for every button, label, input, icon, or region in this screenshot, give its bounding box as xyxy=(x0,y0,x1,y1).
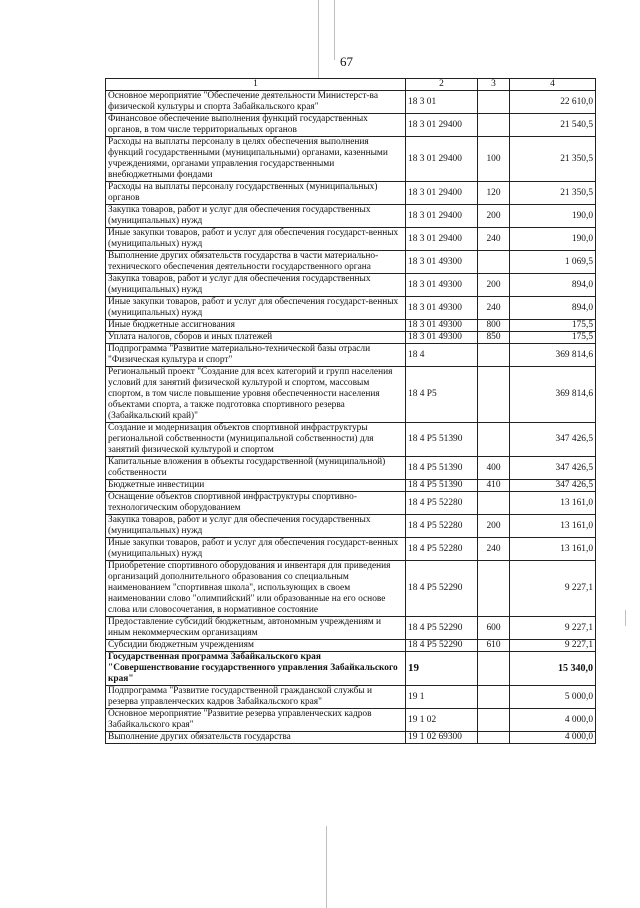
row-amount-cell: 369 814,6 xyxy=(510,344,596,367)
table-row xyxy=(106,640,596,652)
row-type-cell: 240 xyxy=(478,538,510,561)
page-number: 67 xyxy=(340,54,353,69)
scan-artifact-line xyxy=(625,610,626,626)
row-type-cell xyxy=(478,686,510,709)
row-type-cell xyxy=(478,367,510,423)
table-row xyxy=(106,320,596,332)
table-row xyxy=(106,538,596,561)
row-name-cell: Региональный проект "Создание для всех категорий и групп населения условий для занятий физической культурой и спортом, массовым спортом, в том числе повышение уровня обеспеченности населения объектами спорта, а также подготовка спортивного резерва (Забайкальский край)" xyxy=(106,367,406,423)
row-type-cell: 240 xyxy=(478,228,510,251)
row-type-cell: 610 xyxy=(478,640,510,652)
row-amount-cell: 5 000,0 xyxy=(510,686,596,709)
row-code-cell: 18 4 P5 52280 xyxy=(406,515,478,538)
row-code-cell: 18 3 01 49300 xyxy=(406,332,478,344)
row-name-cell: Финансовое обеспечение выполнения функций государственных органов, в том числе территориальных органов xyxy=(106,114,406,137)
row-name-cell: Выполнение других обязательств государства xyxy=(106,732,406,744)
row-code-cell: 18 3 01 29400 xyxy=(406,205,478,228)
row-code-cell: 18 3 01 29400 xyxy=(406,182,478,205)
row-amount-cell: 347 426,5 xyxy=(510,480,596,492)
row-type-cell xyxy=(478,91,510,114)
table-row xyxy=(106,137,596,182)
row-type-cell: 200 xyxy=(478,274,510,297)
table-row xyxy=(106,423,596,457)
row-code-cell: 18 3 01 29400 xyxy=(406,114,478,137)
row-amount-cell: 21 350,5 xyxy=(510,182,596,205)
table-row xyxy=(106,561,596,617)
column-header-amount: 4 xyxy=(510,79,596,91)
row-code-cell: 18 4 xyxy=(406,344,478,367)
row-name-cell: Иные закупки товаров, работ и услуг для обеспечения государст-венных (муниципальных) нужд xyxy=(106,228,406,251)
row-amount-cell: 21 540,5 xyxy=(510,114,596,137)
row-type-cell: 850 xyxy=(478,332,510,344)
column-header-code: 2 xyxy=(406,79,478,91)
row-name-cell: Иные бюджетные ассигнования xyxy=(106,320,406,332)
row-amount-cell: 190,0 xyxy=(510,228,596,251)
row-amount-cell: 13 161,0 xyxy=(510,492,596,515)
row-amount-cell: 347 426,5 xyxy=(510,457,596,480)
row-type-cell xyxy=(478,114,510,137)
row-type-cell xyxy=(478,709,510,732)
row-code-cell: 18 3 01 xyxy=(406,91,478,114)
row-name-cell: Закупка товаров, работ и услуг для обеспечения государственных (муниципальных) нужд xyxy=(106,515,406,538)
row-code-cell: 19 1 02 69300 xyxy=(406,732,478,744)
table-row xyxy=(106,709,596,732)
row-type-cell: 600 xyxy=(478,617,510,640)
row-code-cell: 18 3 01 49300 xyxy=(406,297,478,320)
row-code-cell: 18 4 P5 51390 xyxy=(406,480,478,492)
row-amount-cell: 13 161,0 xyxy=(510,538,596,561)
row-type-cell: 200 xyxy=(478,205,510,228)
row-name-cell: Субсидии бюджетным учреждениям xyxy=(106,640,406,652)
row-amount-cell: 13 161,0 xyxy=(510,515,596,538)
table-row xyxy=(106,114,596,137)
table-row xyxy=(106,332,596,344)
row-type-cell: 800 xyxy=(478,320,510,332)
row-name-cell: Выполнение других обязательств государства в части материально-технического обеспечения деятельности государственного органа xyxy=(106,251,406,274)
row-type-cell: 410 xyxy=(478,480,510,492)
row-code-cell: 18 4 P5 51390 xyxy=(406,423,478,457)
row-name-cell: Оснащение объектов спортивной инфраструктуры спортивно-технологическим оборудованием xyxy=(106,492,406,515)
table-row xyxy=(106,297,596,320)
row-type-cell: 100 xyxy=(478,137,510,182)
table-row xyxy=(106,274,596,297)
row-name-cell: Приобретение спортивного оборудования и инвентаря для приведения организаций дополнительного образования со специальным наименованием "спортивная школа", использующих в своем наименовании слово "олимпийский" или образованные на его основе слова или словосочетания, в нормативное состояние xyxy=(106,561,406,617)
row-name-cell: Государственная программа Забайкальского края "Совершенствование государственного управления Забайкальского края" xyxy=(106,652,406,686)
row-name-cell: Создание и модернизация объектов спортивной инфраструктуры региональной собственности (муниципальной собственности) для занятий физической культурой и спортом xyxy=(106,423,406,457)
row-code-cell: 19 1 xyxy=(406,686,478,709)
row-amount-cell: 4 000,0 xyxy=(510,732,596,744)
table-row xyxy=(106,228,596,251)
table-row xyxy=(106,652,596,686)
table-row xyxy=(106,457,596,480)
row-type-cell xyxy=(478,492,510,515)
table-row xyxy=(106,367,596,423)
row-amount-cell: 369 814,6 xyxy=(510,367,596,423)
row-name-cell: Расходы на выплаты персоналу государственных (муниципальных) органов xyxy=(106,182,406,205)
table-row xyxy=(106,515,596,538)
row-type-cell xyxy=(478,561,510,617)
row-name-cell: Подпрограмма "Развитие государственной гражданской службы и резерва управленческих кадров Забайкальского края" xyxy=(106,686,406,709)
column-header-type: 3 xyxy=(478,79,510,91)
row-code-cell: 18 4 P5 52280 xyxy=(406,538,478,561)
row-code-cell: 18 3 01 29400 xyxy=(406,228,478,251)
row-type-cell: 200 xyxy=(478,515,510,538)
row-name-cell: Уплата налогов, сборов и иных платежей xyxy=(106,332,406,344)
row-name-cell: Иные закупки товаров, работ и услуг для обеспечения государст-венных (муниципальных) нужд xyxy=(106,538,406,561)
table-row xyxy=(106,492,596,515)
row-code-cell: 18 4 P5 52290 xyxy=(406,617,478,640)
row-name-cell: Расходы на выплаты персоналу в целях обеспечения выполнения функций государственными (муниципальными) органами, казенными учреждениями, органами управления государственными внебюджетными фондами xyxy=(106,137,406,182)
table-row xyxy=(106,686,596,709)
row-type-cell: 400 xyxy=(478,457,510,480)
row-code-cell: 18 4 P5 xyxy=(406,367,478,423)
row-name-cell: Предоставление субсидий бюджетным, автономным учреждениям и иным некоммерческим организациям xyxy=(106,617,406,640)
row-code-cell: 19 1 02 xyxy=(406,709,478,732)
row-amount-cell: 9 227,1 xyxy=(510,561,596,617)
row-amount-cell: 15 340,0 xyxy=(510,652,596,686)
row-code-cell: 18 3 01 29400 xyxy=(406,137,478,182)
row-amount-cell: 894,0 xyxy=(510,274,596,297)
table-header-row xyxy=(106,79,596,91)
row-amount-cell: 894,0 xyxy=(510,297,596,320)
column-header-name: 1 xyxy=(106,79,406,91)
table-row xyxy=(106,91,596,114)
row-code-cell: 18 3 01 49300 xyxy=(406,320,478,332)
row-amount-cell: 4 000,0 xyxy=(510,709,596,732)
row-amount-cell: 22 610,0 xyxy=(510,91,596,114)
table-row xyxy=(106,617,596,640)
row-amount-cell: 190,0 xyxy=(510,205,596,228)
row-type-cell xyxy=(478,344,510,367)
row-amount-cell: 21 350,5 xyxy=(510,137,596,182)
row-amount-cell: 175,5 xyxy=(510,332,596,344)
scan-artifact-line xyxy=(334,0,335,60)
row-code-cell: 18 4 P5 52290 xyxy=(406,561,478,617)
row-name-cell: Подпрограмма "Развитие материально-технической базы отрасли "Физическая культура и спорт" xyxy=(106,344,406,367)
row-name-cell: Бюджетные инвестиции xyxy=(106,480,406,492)
row-type-cell xyxy=(478,423,510,457)
row-amount-cell: 347 426,5 xyxy=(510,423,596,457)
row-name-cell: Закупка товаров, работ и услуг для обеспечения государственных (муниципальных) нужд xyxy=(106,274,406,297)
row-name-cell: Основное мероприятие "Развитие резерва управленческих кадров Забайкальского края" xyxy=(106,709,406,732)
row-type-cell xyxy=(478,732,510,744)
row-code-cell: 18 4 P5 51390 xyxy=(406,457,478,480)
table-row xyxy=(106,480,596,492)
row-code-cell: 18 3 01 49300 xyxy=(406,274,478,297)
row-name-cell: Основное мероприятие "Обеспечение деятельности Министерст-ва физической культуры и спорта Забайкальского края" xyxy=(106,91,406,114)
scan-artifact-line xyxy=(318,0,319,78)
row-code-cell: 19 xyxy=(406,652,478,686)
row-name-cell: Закупка товаров, работ и услуг для обеспечения государственных (муниципальных) нужд xyxy=(106,205,406,228)
row-name-cell: Капитальные вложения в объекты государственной (муниципальной) собственности xyxy=(106,457,406,480)
table-row xyxy=(106,344,596,367)
row-type-cell: 120 xyxy=(478,182,510,205)
scan-artifact-line xyxy=(326,826,327,908)
row-name-cell: Иные закупки товаров, работ и услуг для обеспечения государст-венных (муниципальных) нужд xyxy=(106,297,406,320)
row-amount-cell: 9 227,1 xyxy=(510,640,596,652)
row-type-cell: 240 xyxy=(478,297,510,320)
budget-table xyxy=(105,78,596,744)
row-code-cell: 18 3 01 49300 xyxy=(406,251,478,274)
row-amount-cell: 9 227,1 xyxy=(510,617,596,640)
table-row xyxy=(106,732,596,744)
table-row xyxy=(106,182,596,205)
row-type-cell xyxy=(478,652,510,686)
row-code-cell: 18 4 P5 52290 xyxy=(406,640,478,652)
row-type-cell xyxy=(478,251,510,274)
table-row xyxy=(106,251,596,274)
row-code-cell: 18 4 P5 52280 xyxy=(406,492,478,515)
row-amount-cell: 1 069,5 xyxy=(510,251,596,274)
row-amount-cell: 175,5 xyxy=(510,320,596,332)
table-row xyxy=(106,205,596,228)
